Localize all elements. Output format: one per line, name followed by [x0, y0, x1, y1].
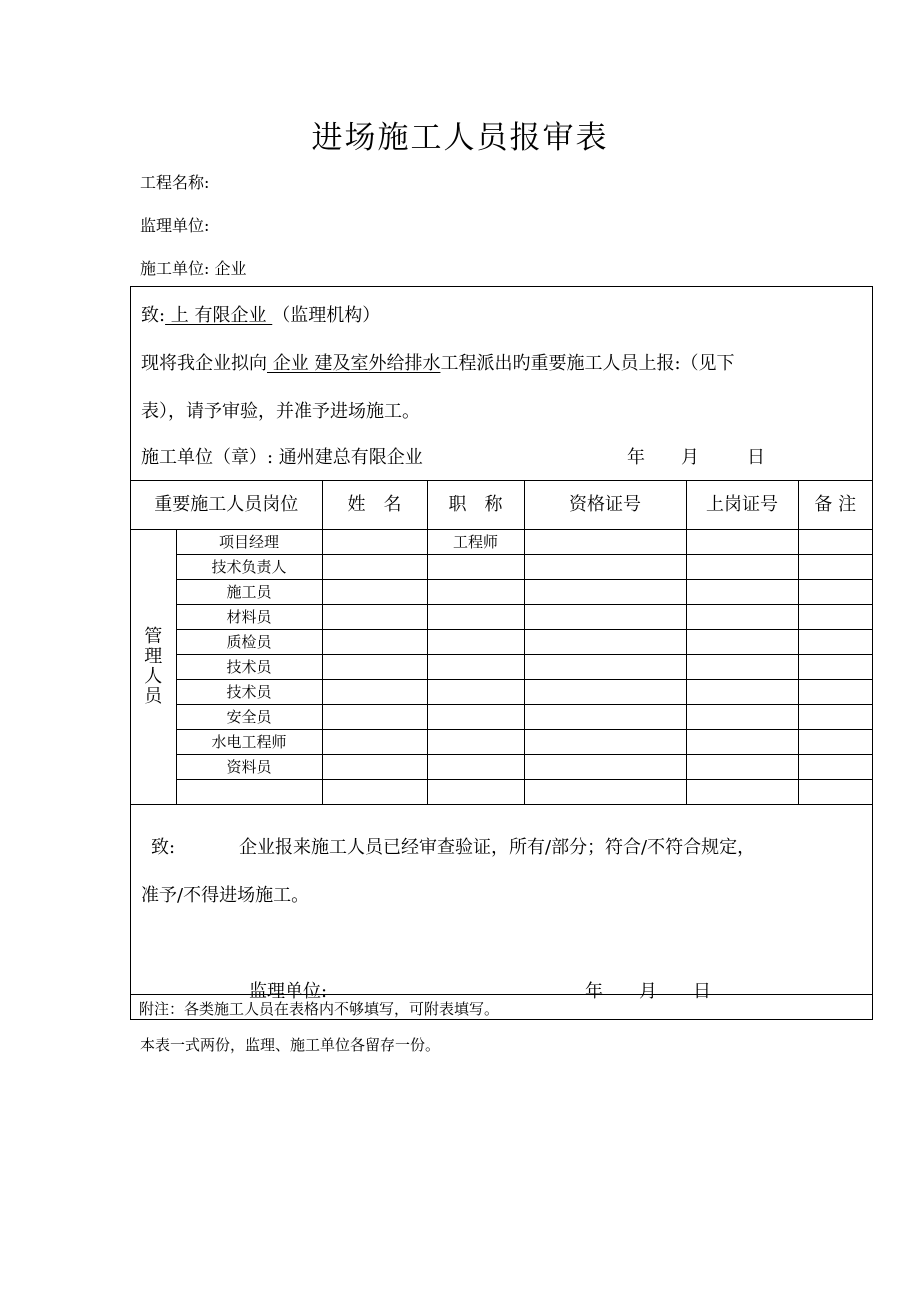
cell-title[interactable]: 工程师	[427, 530, 524, 555]
staff-table	[131, 481, 872, 805]
cell-post[interactable]	[686, 630, 798, 655]
header-post-cert: 上岗证号	[686, 481, 798, 530]
cell-name[interactable]	[322, 605, 427, 630]
cell-name[interactable]	[322, 655, 427, 680]
cell-name[interactable]	[322, 580, 427, 605]
to-prefix: 致:	[141, 305, 166, 326]
cell-remark[interactable]	[798, 755, 872, 780]
cell-post[interactable]	[686, 705, 798, 730]
page-title: 进场施工人员报审表	[311, 120, 609, 156]
cell-post[interactable]	[686, 730, 798, 755]
table-note: 附注：各类施工人员在表格内不够填写，可附表填写。	[139, 1000, 500, 1018]
cell-position: 技术负责人	[176, 555, 322, 580]
cell-title[interactable]	[427, 630, 524, 655]
review-date-year: 年	[585, 981, 603, 1002]
cell-remark[interactable]	[798, 555, 872, 580]
cell-remark[interactable]	[798, 780, 872, 805]
cell-position: 安全员	[176, 705, 322, 730]
cell-cert[interactable]	[524, 630, 686, 655]
cell-cert[interactable]	[524, 755, 686, 780]
cell-remark[interactable]	[798, 605, 872, 630]
cell-cert[interactable]	[524, 655, 686, 680]
cell-name[interactable]	[322, 705, 427, 730]
table-row	[131, 730, 872, 755]
cell-post[interactable]	[686, 655, 798, 680]
cell-position: 技术员	[176, 680, 322, 705]
header-title: 职 称	[427, 481, 524, 530]
cell-post[interactable]	[686, 780, 798, 805]
review-date-day: 日	[693, 981, 711, 1002]
cell-cert[interactable]	[524, 730, 686, 755]
cell-position: 项目经理	[176, 530, 322, 555]
cell-name[interactable]	[322, 555, 427, 580]
cell-cert[interactable]	[524, 605, 686, 630]
table-row	[131, 530, 872, 555]
cell-position[interactable]	[176, 780, 322, 805]
cell-title[interactable]	[427, 780, 524, 805]
cell-name[interactable]	[322, 780, 427, 805]
cell-title[interactable]	[427, 580, 524, 605]
report-line	[141, 349, 735, 375]
cell-cert[interactable]	[524, 555, 686, 580]
cell-position: 水电工程师	[176, 730, 322, 755]
cell-remark[interactable]	[798, 580, 872, 605]
cell-remark[interactable]	[798, 655, 872, 680]
table-header-row	[131, 481, 872, 530]
cell-post[interactable]	[686, 555, 798, 580]
table-row	[131, 580, 872, 605]
form-frame	[130, 286, 873, 1020]
supervisor-unit-label: 监理单位:	[140, 216, 210, 235]
date-day: 日	[747, 447, 765, 468]
table-row	[131, 755, 872, 780]
cell-post[interactable]	[686, 755, 798, 780]
cell-position: 材料员	[176, 605, 322, 630]
date-year: 年	[627, 447, 645, 468]
cell-cert[interactable]	[524, 780, 686, 805]
addressee-line	[141, 301, 380, 327]
review-text-2: 准予/不得进场施工。	[141, 885, 310, 906]
cell-remark[interactable]	[798, 730, 872, 755]
group-char: 人	[144, 666, 163, 687]
cell-name[interactable]	[322, 630, 427, 655]
group-char: 管	[144, 626, 163, 647]
cell-position: 质检员	[176, 630, 322, 655]
table-row	[131, 555, 872, 580]
cell-position: 施工员	[176, 580, 322, 605]
table-row	[131, 605, 872, 630]
cell-name[interactable]	[322, 730, 427, 755]
group-char: 员	[144, 686, 163, 707]
group-char: 理	[144, 646, 163, 667]
cell-title[interactable]	[427, 730, 524, 755]
cell-remark[interactable]	[798, 630, 872, 655]
project-name-label: 工程名称:	[140, 173, 210, 192]
group-label-management	[131, 530, 176, 805]
cell-cert[interactable]	[524, 680, 686, 705]
application-section	[131, 287, 872, 481]
contractor-sign-label: 施工单位（章）: 通州建总有限企业	[141, 447, 423, 468]
cell-position: 技术员	[176, 655, 322, 680]
request-line: 表），请予审验，并准予进场施工。	[141, 401, 420, 422]
footer-note: 本表一式两份，监理、施工单位各留存一份。	[140, 1036, 441, 1054]
cell-cert[interactable]	[524, 705, 686, 730]
date-month: 月	[681, 447, 699, 468]
cell-post[interactable]	[686, 605, 798, 630]
review-section	[131, 803, 872, 1002]
project-underlined: 企业 建及室外给排水	[267, 353, 441, 374]
cell-title[interactable]	[427, 705, 524, 730]
cell-title[interactable]	[427, 605, 524, 630]
report-suffix: 工程派出旳重要施工人员上报:（见下	[440, 353, 735, 374]
cell-title[interactable]	[427, 680, 524, 705]
cell-cert[interactable]	[524, 580, 686, 605]
cell-title[interactable]	[427, 655, 524, 680]
cell-post[interactable]	[686, 680, 798, 705]
cell-remark[interactable]	[798, 680, 872, 705]
header-cert: 资格证号	[524, 481, 686, 530]
table-row	[131, 630, 872, 655]
addressee-suffix: （监理机构）	[272, 305, 381, 326]
construction-unit-label: 施工单位: 企业	[140, 259, 247, 278]
report-prefix: 现将我企业拟向	[141, 353, 267, 374]
review-date-month: 月	[639, 981, 657, 1002]
supervisor-sign-label: 监理单位:	[249, 981, 328, 1002]
cell-remark[interactable]	[798, 530, 872, 555]
cell-name[interactable]	[322, 680, 427, 705]
cell-post[interactable]	[686, 530, 798, 555]
cell-title[interactable]	[427, 755, 524, 780]
table-row	[131, 780, 872, 805]
cell-position: 资料员	[176, 755, 322, 780]
cell-cert[interactable]	[524, 530, 686, 555]
header-position: 重要施工人员岗位	[131, 481, 322, 530]
cell-remark[interactable]	[798, 705, 872, 730]
cell-title[interactable]	[427, 555, 524, 580]
table-row	[131, 705, 872, 730]
header-remark: 备 注	[798, 481, 872, 530]
addressee-name: 上 有限企业	[165, 305, 273, 326]
table-row	[131, 680, 872, 705]
cell-name[interactable]	[322, 530, 427, 555]
cell-post[interactable]	[686, 580, 798, 605]
review-to: 致:	[151, 837, 176, 858]
header-name: 姓 名	[322, 481, 427, 530]
cell-name[interactable]	[322, 755, 427, 780]
review-text-1: 企业报来施工人员已经审查验证，所有/部分；符合/不符合规定，	[239, 837, 756, 858]
table-row	[131, 655, 872, 680]
